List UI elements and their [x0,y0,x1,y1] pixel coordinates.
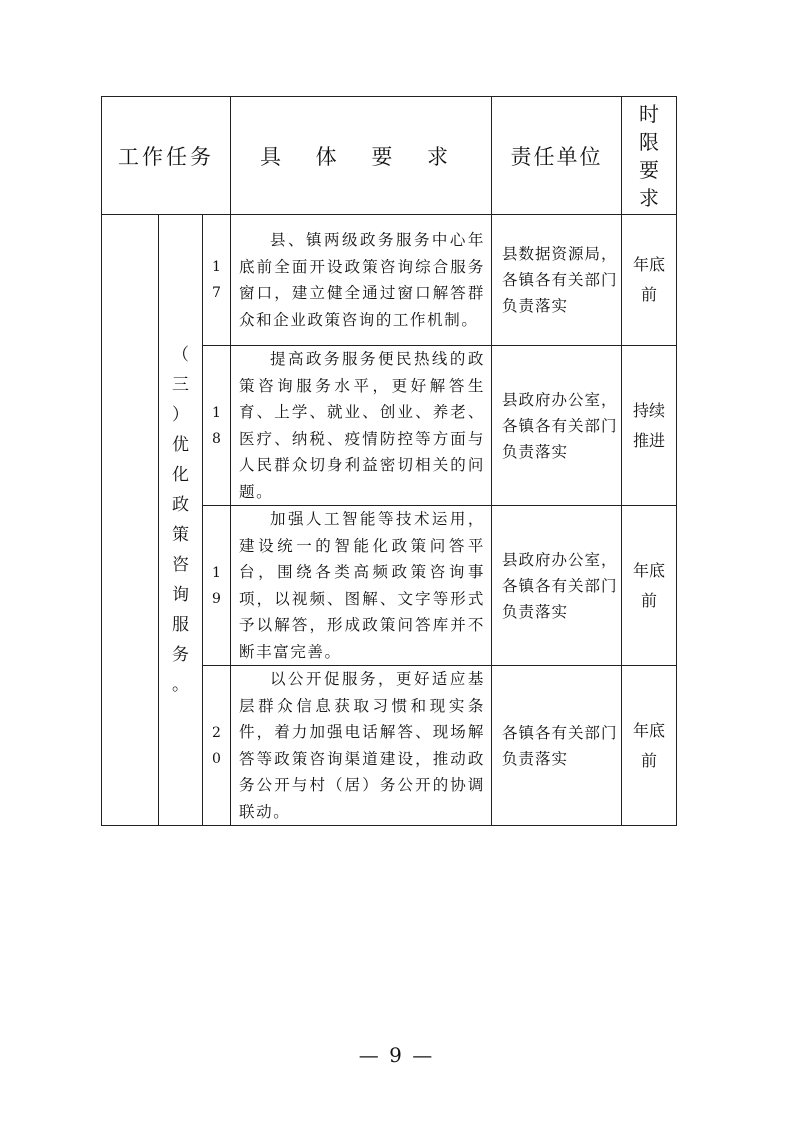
requirement-cell [231,506,492,666]
requirement-text: 提高政务服务便民热线的政策咨询服务水平，更好解答生育、上学、就业、创业、养老、医疗、纳税、疫情防控等方面与人民群众切身利益密切相关的问题。 [239,350,486,501]
header-time-char: 时 [639,101,660,126]
category-char: 三 [172,375,189,395]
category-char: 。 [172,675,189,695]
unit-line: 各镇各有关部门 [502,723,618,742]
header-time-char: 求 [639,185,660,210]
header-time-limit [622,97,677,215]
requirement-cell [231,666,492,826]
item-number-digit: 1 [212,404,221,421]
item-number-digit: 9 [212,590,221,607]
unit-line: 各镇各有关部门 [502,576,618,595]
item-number-digit: 1 [212,259,221,275]
unit-cell [492,506,622,666]
unit-cell [492,666,622,826]
time-line: 前 [641,285,658,304]
blank-parent-cell [102,215,159,826]
time-limit-cell [622,215,677,346]
time-limit-cell [622,506,677,666]
header-time-char: 要 [639,157,660,182]
category-char: 询 [172,585,189,605]
requirement-text: 以公开促服务，更好适应基层群众信息获取习惯和现实条件，着力加强电话解答、现场解答等政策咨询渠道建设，推动政务公开与村（居）务公开的协调联动。 [239,670,486,821]
unit-cell [492,346,622,506]
header-task: 工作任务 [102,97,231,215]
item-number [203,346,231,506]
unit-line: 县政府办公室， [502,390,618,409]
time-limit-cell [622,346,677,506]
header-unit: 责任单位 [492,97,622,215]
header-time-char: 限 [639,129,660,154]
requirement-cell [231,346,492,506]
category-char: 务 [172,645,189,665]
table-row [102,215,677,346]
item-number [203,666,231,826]
item-number [203,215,231,346]
item-number-digit: 7 [212,285,221,301]
time-line: 年底 [633,720,666,740]
time-line: 持续 [633,400,666,420]
category-cell [159,215,203,826]
item-number-digit: 1 [212,564,221,581]
category-char: 优 [172,435,189,455]
item-number [203,506,231,666]
unit-line: 负责落实 [502,602,569,621]
header-requirement: 具 体 要 求 [231,97,492,215]
requirement-cell [231,215,492,346]
category-char: 政 [172,495,189,515]
time-line: 推进 [633,430,666,450]
page-number: — 9 — [358,1043,435,1067]
time-limit-cell [622,666,677,826]
unit-line: 负责落实 [502,749,569,768]
category-char: ） [172,405,189,425]
item-number-digit: 2 [212,724,221,741]
unit-line: 各镇各有关部门 [502,416,618,435]
task-table [101,96,677,826]
time-line: 年底 [633,255,666,274]
category-char: 咨 [172,555,189,575]
category-char: 策 [172,525,189,545]
category-char: 服 [172,615,189,635]
category-char: 化 [172,465,189,485]
unit-line: 负责落实 [502,442,569,461]
item-number-digit: 8 [212,430,221,447]
table-header-row [102,97,677,215]
requirement-text: 县、镇两级政务服务中心年底前全面开设政策咨询综合服务窗口，建立健全通过窗口解答群众和企业政策咨询的工作机制。 [239,231,486,329]
unit-line: 县政府办公室， [502,550,618,569]
requirement-text: 加强人工智能等技术运用，建设统一的智能化政策问答平台，围绕各类高频政策咨询事项，以视频、图解、文字等形式予以解答，形成政策问答库并不断丰富完善。 [239,510,486,661]
item-number-digit: 0 [212,750,221,767]
time-line: 年底 [633,560,666,580]
time-line: 前 [641,750,658,770]
category-char: （ [172,345,189,365]
unit-cell [492,215,622,346]
unit-line: 各镇各有关部门 [502,271,618,289]
time-line: 前 [641,590,658,610]
unit-line: 负责落实 [502,297,569,315]
unit-line: 县数据资源局， [502,245,618,263]
